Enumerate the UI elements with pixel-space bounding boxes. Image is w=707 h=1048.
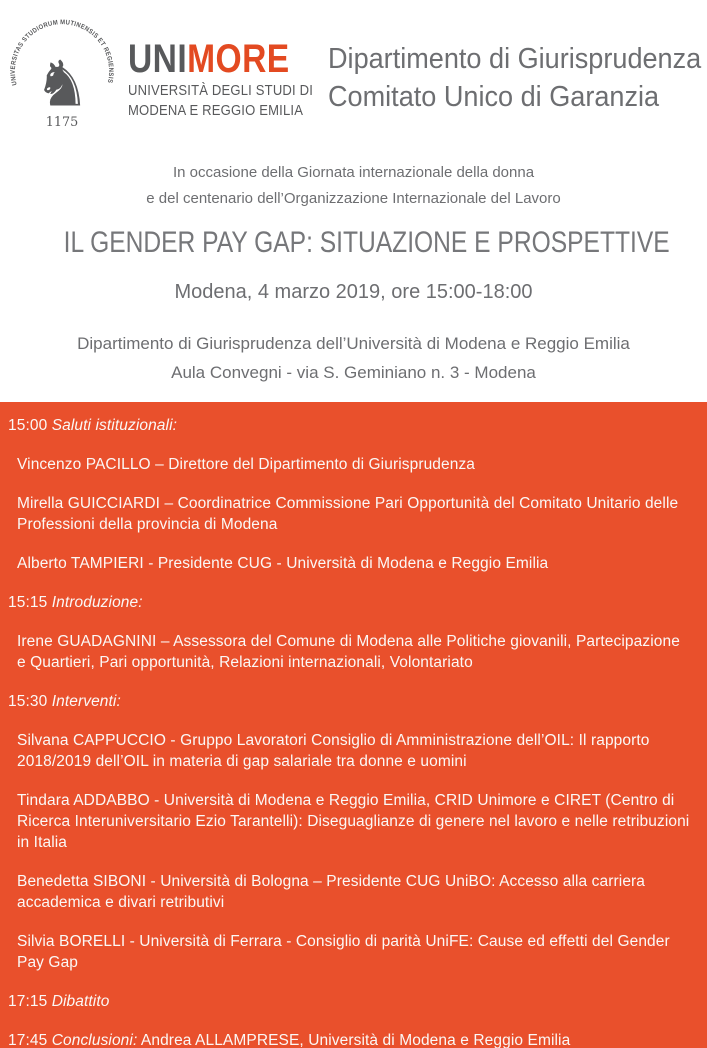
program-session-row [8,691,693,712]
venue-line2: Aula Convegni - via S. Geminiano n. 3 - Modena [171,362,536,382]
program-speaker-row [8,454,693,475]
event-title: IL GENDER PAY GAP: SITUAZIONE E PROSPETTIVE [63,226,670,259]
session-label: Interventi: [51,693,121,710]
program-speaker-row [8,631,693,673]
program-speaker-row [8,730,693,772]
session-time: 15:15 [8,594,48,611]
event-datetime: Modena, 4 marzo 2019, ore 15:00-18:00 [174,281,533,303]
knight-on-horseback-icon: ♞ [33,49,91,120]
program-speaker-row [8,553,693,574]
department-line1: Dipartimento di Giurisprudenza [328,43,702,75]
program-session-row [8,592,693,613]
session-label: Conclusioni: [51,1032,138,1048]
program-session-row [8,415,693,436]
program-session-row [8,991,693,1012]
logo-subtitle-line2: MODENA E REGGIO EMILIA [128,102,304,119]
unimore-logo [128,37,314,119]
session-time: 17:45 [8,1032,48,1048]
speaker-text: Benedetta SIBONI - Università di Bologna – Presidente CUG UniBO: Accesso alla carriera accademica e divari retributivi [17,873,646,911]
logo-more: MORE [187,37,290,81]
speaker-text: Silvana CAPPUCCIO - Gruppo Lavoratori Consiglio di Amministrazione dell’OIL: Il rapporto 2018/2019 dell’OIL in materia di gap salariale tra donne e uomini [17,732,650,770]
occasion-text [0,160,707,211]
venue [0,330,707,387]
program-speaker-row [8,493,693,535]
occasion-line2: e del centenario dell’Organizzazione Internazionale del Lavoro [146,189,561,207]
venue-line1: Dipartimento di Giurisprudenza dell’Università di Modena e Reggio Emilia [77,334,630,353]
speaker-text: Alberto TAMPIERI - Presidente CUG - Università di Modena e Reggio Emilia [17,555,549,572]
program-speaker-row [8,790,693,853]
header [0,0,707,136]
session-suffix: Andrea ALLAMPRESE, Università di Modena e Reggio Emilia [140,1032,571,1048]
university-seal [8,10,116,136]
program-section [0,402,707,1048]
session-time: 15:00 [8,417,48,434]
session-label: Introduzione: [51,594,143,611]
program-speaker-row [8,931,693,973]
seal-year: 1175 [45,115,79,131]
speaker-text: Irene GUADAGNINI – Assessora del Comune di Modena alle Politiche giovanili, Partecipazione e Quartieri, Pari opportunità, Relazioni internazionali, Volontariato [17,633,680,671]
logo-uni: UNI [128,37,188,81]
speaker-text: Vincenzo PACILLO – Direttore del Dipartimento di Giurisprudenza [17,456,476,473]
department-line2: Comitato Unico di Garanzia [328,81,660,113]
session-time: 15:30 [8,693,48,710]
unimore-wordmark [128,37,290,81]
session-time: 17:15 [8,993,48,1010]
occasion-line1: In occasione della Giornata internazionale della donna [172,164,535,181]
seal-circular-text: UNIVERSITAS STUDIORUM MUTINENSIS ET REGIENSIS [9,19,115,87]
speaker-text: Tindara ADDABBO - Università di Modena e Reggio Emilia, CRID Unimore e CIRET (Centro di Ricerca Interuniversitario Ezio Tarantelli): Diseguaglianze di genere nel lavoro e nelle retribuzioni in Italia [17,792,690,851]
program-speaker-row [8,871,693,913]
speaker-text: Silvia BORELLI - Università di Ferrara - Consiglio di parità UniFE: Cause ed effetti del Gender Pay Gap [17,933,670,971]
department-title [328,40,707,116]
speaker-text: Mirella GUICCIARDI – Coordinatrice Commissione Pari Opportunità del Comitato Unitario delle Professioni della provincia di Modena [17,495,679,533]
logo-subtitle-line1: UNIVERSITÀ DEGLI STUDI DI [128,83,314,99]
program-session-row [8,1030,693,1048]
session-label: Dibattito [51,993,110,1010]
session-label: Saluti istituzionali: [51,417,178,434]
